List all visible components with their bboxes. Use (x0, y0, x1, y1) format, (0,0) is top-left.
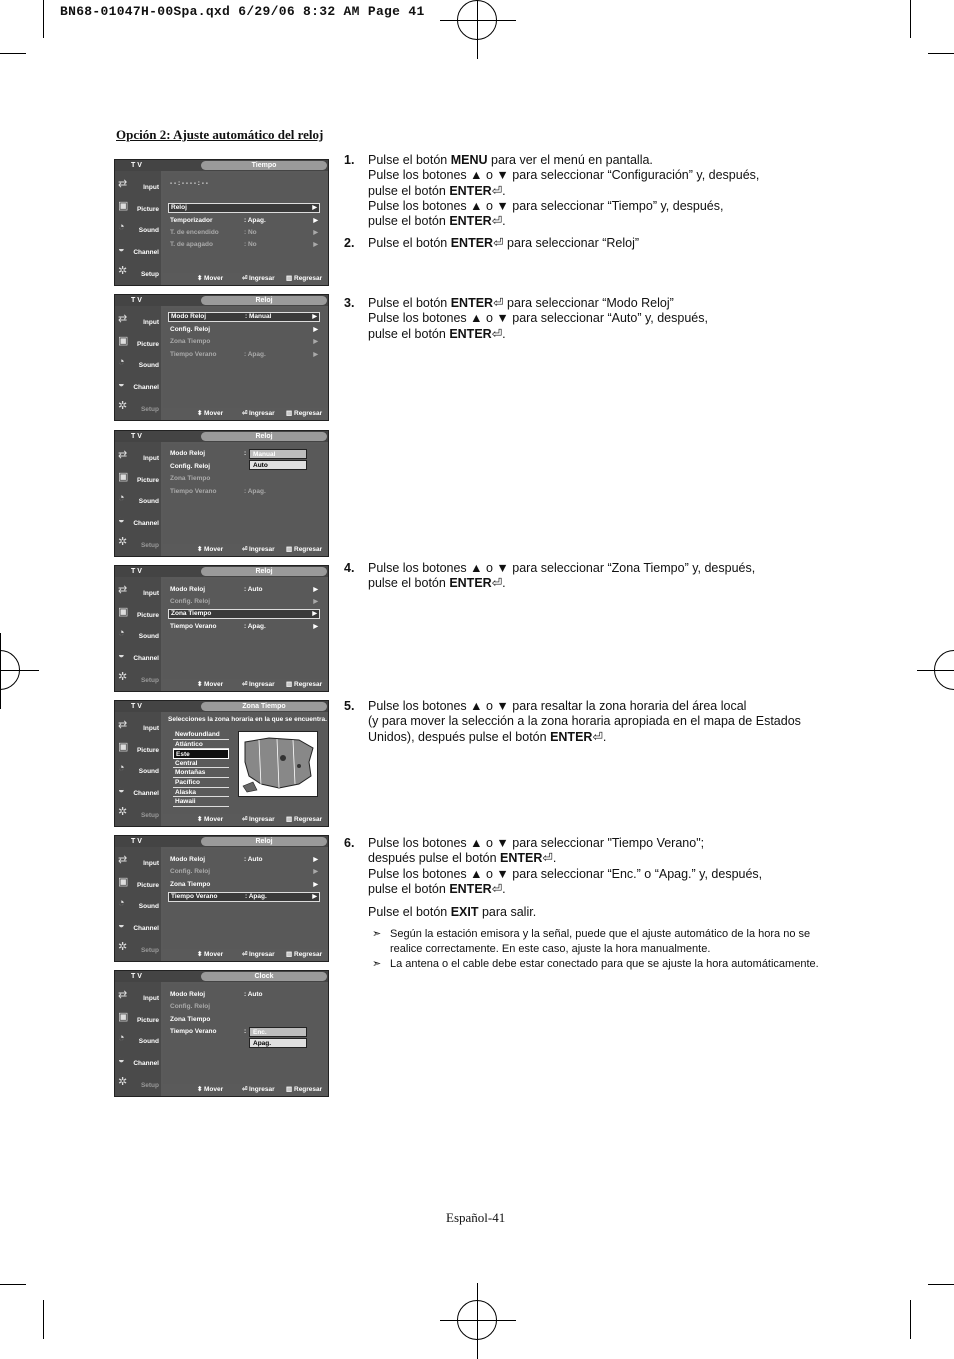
sound-icon: ◔ (118, 221, 125, 233)
osd-sidebar: ⇄ Input ▣ Picture ◔ Sound ◒ Channel ✲ Setup (115, 577, 161, 692)
arrow-right-icon: ▶ (313, 339, 318, 345)
channel-icon: ◒ (118, 514, 125, 526)
return-icon: ▥ (286, 951, 293, 958)
arrow-right-icon: ▶ (313, 882, 318, 888)
setup-icon: ✲ (118, 941, 128, 953)
osd-row: Temporizador : Apag. ▶ (170, 217, 318, 224)
osd-bottom-bar: ⬍ Mover ⏎ Ingresar ▥ Regresar (197, 816, 323, 823)
crop-mark (928, 53, 954, 54)
setup-icon: ✲ (118, 265, 128, 277)
move-icon: ⬍ (197, 546, 203, 553)
input-icon: ⇄ (118, 719, 128, 731)
enter-icon: ⏎ (493, 236, 504, 250)
arrow-right-icon: ▶ (313, 218, 318, 224)
channel-icon: ◒ (118, 243, 125, 255)
crop-mark (43, 0, 44, 38)
input-icon: ⇄ (118, 313, 128, 325)
enter-icon: ⏎ (242, 546, 248, 553)
osd-content: Modo Reloj : Auto Config. Reloj Zona Tiempo Tiempo Verano : Enc. Apag. (163, 984, 328, 1084)
osd-title: Reloj (201, 296, 327, 305)
picture-icon: ▣ (118, 876, 129, 888)
return-icon: ▥ (286, 275, 293, 282)
input-icon: ⇄ (118, 854, 128, 866)
osd-content: Modo Reloj : Auto ▶ Config. Reloj ▶ Zona Tiempo ▶ Tiempo Verano : Apag. ▶ (163, 579, 328, 679)
enter-icon: ⏎ (491, 214, 503, 229)
osd-option-popup: Manual Auto (249, 449, 307, 471)
sound-icon: ◔ (118, 1032, 125, 1044)
picture-icon: ▣ (118, 335, 129, 347)
move-icon: ⬍ (197, 275, 203, 282)
osd-title: Reloj (201, 837, 327, 846)
osd-side-input: ⇄ Input (118, 178, 159, 191)
enter-icon: ⏎ (242, 410, 248, 417)
osd-sidebar: ⇄ Input ▣ Picture ◔ Sound ◒ Channel ✲ Setup (115, 712, 161, 827)
channel-icon: ◒ (118, 1054, 125, 1066)
osd-sidebar: ⇄ Input ▣ Picture ◔ Sound ◒ Channel ✲ Setup (115, 982, 161, 1097)
enter-icon: ⏎ (242, 816, 248, 823)
osd-side-picture: ▣ Picture (118, 200, 159, 213)
crop-mark (910, 0, 911, 38)
osd-screen-tiempo (114, 159, 329, 286)
enter-icon: ⏎ (592, 729, 603, 744)
crop-mark (0, 1284, 26, 1285)
channel-icon: ◒ (118, 378, 125, 390)
picture-icon: ▣ (118, 1011, 129, 1023)
enter-icon: ⏎ (493, 296, 504, 310)
osd-title: Tiempo (201, 161, 327, 170)
input-icon: ⇄ (118, 178, 128, 190)
return-icon: ▥ (286, 1086, 293, 1093)
osd-row: T. de encendido : No ▶ (170, 229, 318, 236)
osd-content (163, 714, 328, 814)
arrow-right-icon: ▶ (313, 230, 318, 236)
zone-heading: Selecciones la zona horaria en la que se encuentra. (168, 716, 327, 723)
channel-icon: ◒ (118, 919, 125, 931)
move-icon: ⬍ (197, 681, 203, 688)
sound-icon: ◔ (118, 492, 125, 504)
osd-content (163, 173, 328, 273)
setup-icon: ✲ (118, 400, 128, 412)
move-icon: ⬍ (197, 816, 203, 823)
section-title: Opción 2: Ajuste automático del reloj (116, 127, 324, 142)
setup-icon: ✲ (118, 1076, 128, 1088)
enter-icon: ⏎ (491, 183, 503, 198)
osd-screen-reloj-modo: T V Reloj ⇄ Input ▣ Picture ◔ Sound ◒ Channel ✲ Setup Modo Reloj : Config. Reloj Zona Tiempo Tiempo Verano : Apag. Manual Auto ⬍ Mover ⏎ Ingresar ▥ Regresar (114, 430, 329, 557)
return-icon: ▥ (286, 816, 293, 823)
osd-content (163, 308, 328, 408)
osd-time-readout: - - : - - - - : - - (170, 180, 208, 187)
enter-icon: ⏎ (491, 576, 503, 591)
picture-icon: ▣ (118, 471, 129, 483)
arrow-right-icon: ▶ (313, 599, 318, 605)
osd-title: Zona Tiempo (201, 702, 327, 711)
setup-icon: ✲ (118, 671, 128, 683)
picture-icon: ▣ (118, 200, 129, 212)
osd-screen-zona-tiempo: T V Zona Tiempo ⇄ Input ▣ Picture ◔ Sound ◒ Channel ✲ Setup Selecciones la zona horaria en la que se encuentra. Newfoundland Atlántico Este Central Montañas Pacífico Alaska Hawaii ⬍ Mover ⏎ Ingresar ▥ Regresar (114, 700, 329, 827)
note-arrow-icon: ➣ (372, 958, 382, 970)
note-arrow-icon: ➣ (372, 928, 382, 940)
osd-sidebar: ⇄ Input ▣ Picture ◔ Sound ◒ Channel ✲ Setup (115, 847, 161, 962)
osd-side-setup: ✲ Setup (118, 265, 159, 278)
enter-icon: ⏎ (491, 326, 503, 341)
enter-icon: ⏎ (242, 1086, 248, 1093)
osd-screen-reloj: T V Reloj ⇄ Input ▣ Picture ◔ Sound ◒ Channel ✲ Setup Modo Reloj : Manual ▶ Config. Reloj ▶ Zona Tiempo ▶ Tiempo Verano : Apag. ▶ ⬍ Mover ⏎ Ingresar ▥ Regresar (114, 294, 329, 421)
channel-icon: ◒ (118, 649, 125, 661)
osd-screen-reloj-verano: T V Reloj ⇄ Input ▣ Picture ◔ Sound ◒ Channel ✲ Setup Modo Reloj : Auto ▶ Config. Reloj ▶ Zona Tiempo ▶ Tiempo Verano : Apag. ▶ ⬍ Mover ⏎ Ingresar ▥ Regresar (114, 835, 329, 962)
osd-row: Zona Tiempo ▶ (170, 338, 318, 345)
arrow-right-icon: ▶ (312, 894, 317, 900)
arrow-right-icon: ▶ (312, 611, 317, 617)
arrow-right-icon: ▶ (313, 869, 318, 875)
setup-icon: ✲ (118, 806, 128, 818)
osd-bottom-bar: ⏎ Ingresar ▥ Regresar ⬍ Mover (197, 1086, 323, 1093)
sound-icon: ◔ (118, 897, 125, 909)
osd-row: Modo Reloj : Manual ▶ (168, 312, 320, 322)
osd-bottom-bar: ⬍ Mover ⏎ Ingresar ▥ Regresar (197, 275, 323, 282)
enter-icon: ⏎ (542, 851, 553, 866)
osd-bottom-bar: ⬍ Mover ⏎ Ingresar ▥ Regresar (197, 546, 323, 553)
move-icon: ⬍ (197, 951, 203, 958)
osd-screen-reloj-zona: T V Reloj ⇄ Input ▣ Picture ◔ Sound ◒ Channel ✲ Setup Modo Reloj : Auto ▶ Config. Reloj ▶ Zona Tiempo ▶ Tiempo Verano : Apag. ▶ ⬍ Mover ⏎ Ingresar ▥ Regresar (114, 565, 329, 692)
arrow-right-icon: ▶ (313, 352, 318, 358)
osd-option-popup: Enc. Apag. (249, 1027, 307, 1049)
return-icon: ▥ (286, 410, 293, 417)
osd-row: Reloj ▶ (168, 203, 320, 213)
channel-icon: ◒ (118, 784, 125, 796)
sound-icon: ◔ (118, 762, 125, 774)
osd-screen-clock-verano: T V Clock ⇄ Input ▣ Picture ◔ Sound ◒ Channel ✲ Setup Modo Reloj : Auto Config. Reloj Zona Tiempo Tiempo Verano : Enc. Apag. ⏎ Ingresar ▥ Regresar ⬍ Mover (114, 970, 329, 1097)
osd-content: Modo Reloj : Config. Reloj Zona Tiempo Tiempo Verano : Apag. Manual Auto (163, 444, 328, 544)
osd-title: Reloj (201, 432, 327, 441)
osd-sidebar: ⇄ Input ▣ Picture ◔ Sound ◒ Channel ✲ Setup (115, 442, 161, 557)
osd-sidebar (115, 171, 161, 286)
arrow-right-icon: ▶ (312, 205, 317, 211)
crop-mark (928, 1284, 954, 1285)
input-icon: ⇄ (118, 449, 128, 461)
crop-mark (910, 1300, 911, 1339)
enter-icon: ⏎ (491, 881, 503, 896)
file-slug: BN68-01047H-00Spa.qxd 6/29/06 8:32 AM Page 41 (60, 4, 425, 19)
arrow-right-icon: ▶ (313, 624, 318, 630)
picture-icon: ▣ (118, 606, 129, 618)
osd-bottom-bar: ⬍ Mover ⏎ Ingresar ▥ Regresar (197, 410, 323, 417)
registration-mark (0, 650, 20, 690)
us-timezone-map-image (238, 731, 318, 797)
osd-row: T. de apagado : No ▶ (170, 241, 318, 248)
osd-sidebar: ⇄ Input ▣ Picture ◔ Sound ◒ Channel ✲ Setup (115, 306, 161, 421)
arrow-right-icon: ▶ (313, 242, 318, 248)
zone-list: Newfoundland Atlántico Este Central Montañas Pacífico Alaska Hawaii (173, 730, 229, 807)
arrow-right-icon: ▶ (312, 314, 317, 320)
registration-mark (457, 1300, 497, 1340)
osd-side-channel: ◒ Channel (118, 243, 159, 256)
input-icon: ⇄ (118, 584, 128, 596)
arrow-right-icon: ▶ (313, 587, 318, 593)
sound-icon: ◔ (118, 356, 125, 368)
arrow-right-icon: ▶ (313, 857, 318, 863)
sound-icon: ◔ (118, 627, 125, 639)
osd-tv-label: T V (131, 162, 142, 169)
picture-icon: ▣ (118, 741, 129, 753)
osd-title: Clock (201, 972, 327, 981)
registration-mark (457, 0, 497, 40)
enter-icon: ⏎ (242, 951, 248, 958)
crop-mark (0, 53, 26, 54)
page-number: Español-41 (446, 1210, 506, 1225)
input-icon: ⇄ (118, 989, 128, 1001)
return-icon: ▥ (286, 546, 293, 553)
osd-title: Reloj (201, 567, 327, 576)
osd-row: Config. Reloj ▶ (170, 326, 318, 333)
enter-icon: ⏎ (242, 681, 248, 688)
osd-bottom-bar: ⬍ Mover ⏎ Ingresar ▥ Regresar (197, 681, 323, 688)
setup-icon: ✲ (118, 536, 128, 548)
osd-side-sound: ◔ Sound (118, 221, 159, 234)
move-icon: ⬍ (197, 410, 203, 417)
arrow-right-icon: ▶ (313, 327, 318, 333)
return-icon: ▥ (286, 681, 293, 688)
move-icon: ⬍ (197, 1086, 203, 1093)
osd-row: Tiempo Verano : Apag. ▶ (170, 351, 318, 358)
enter-icon: ⏎ (242, 275, 248, 282)
registration-mark (934, 650, 954, 690)
crop-mark (43, 1300, 44, 1339)
osd-content: Modo Reloj : Auto ▶ Config. Reloj ▶ Zona Tiempo ▶ Tiempo Verano : Apag. ▶ (163, 849, 328, 949)
osd-bottom-bar: ⬍ Mover ⏎ Ingresar ▥ Regresar (197, 951, 323, 958)
